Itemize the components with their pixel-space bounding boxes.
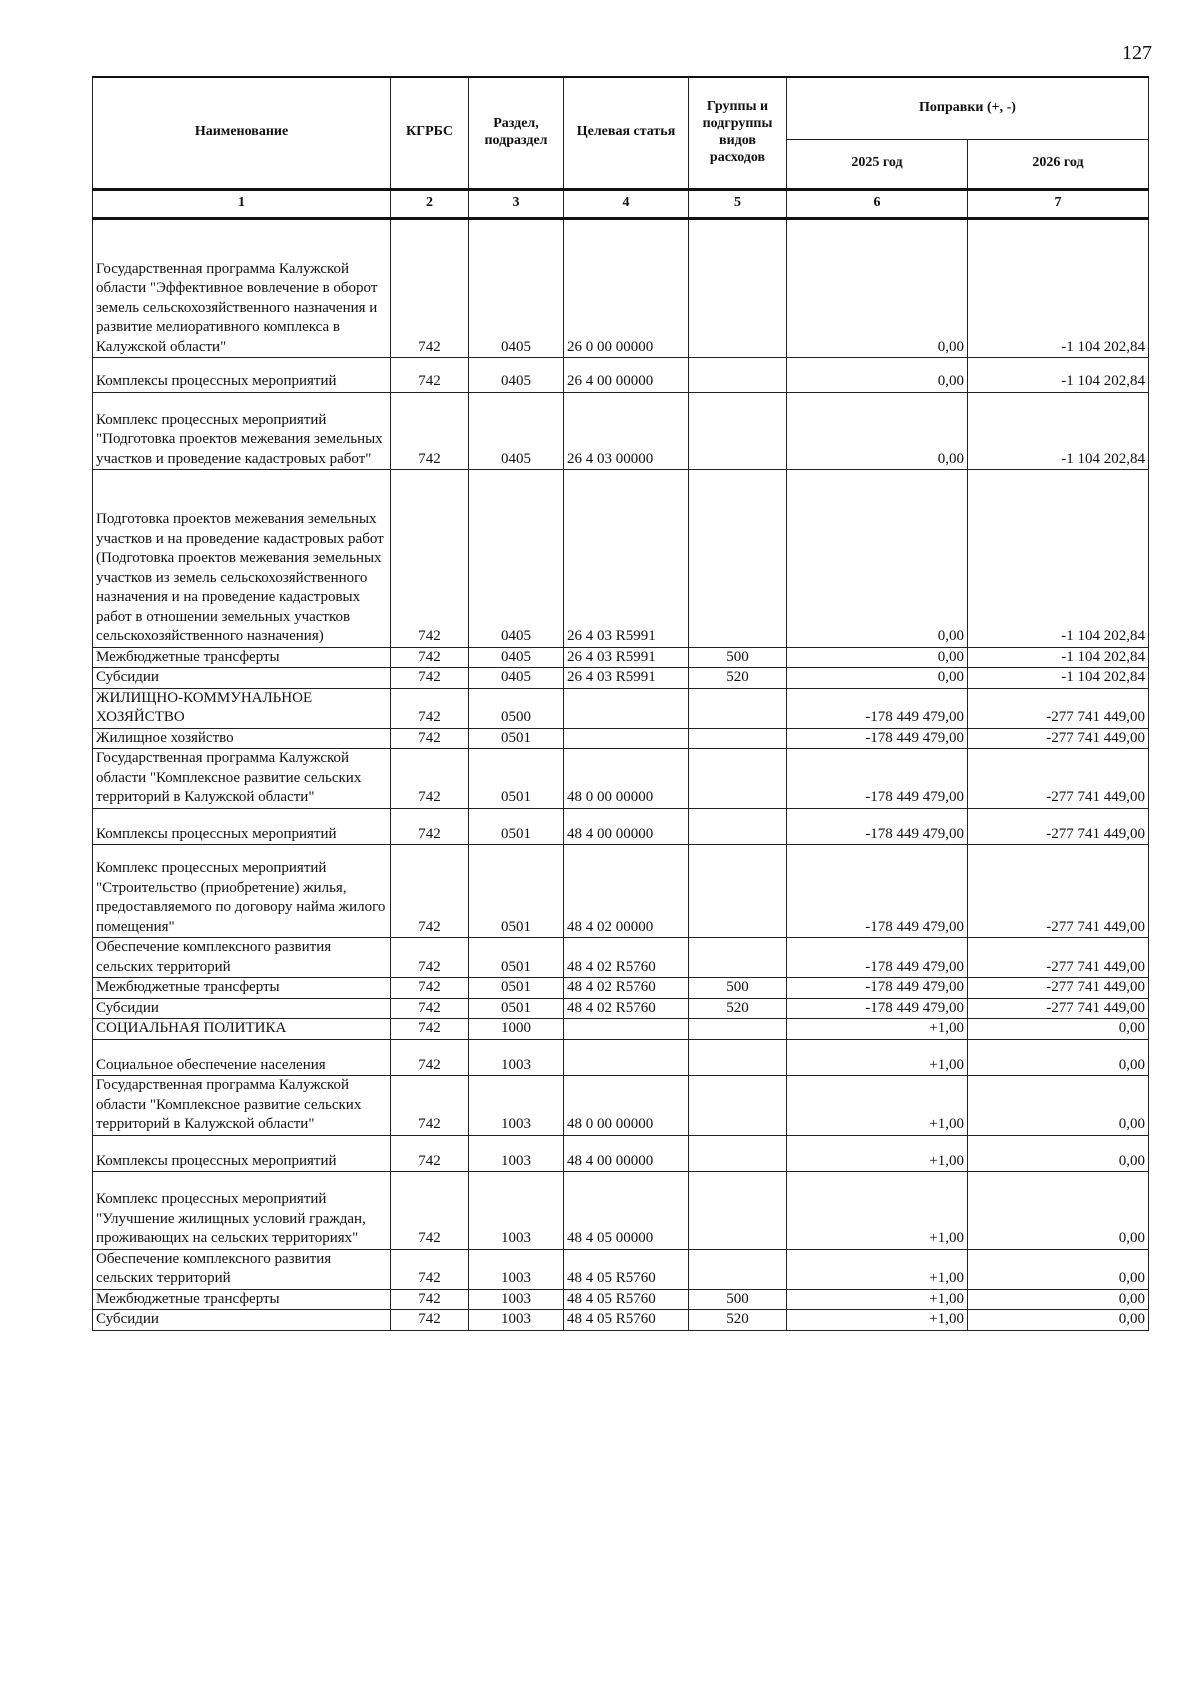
table-row [93, 218, 1149, 358]
row-name: Межбюджетные трансферты [93, 647, 391, 668]
row-amendment-2025: -178 449 479,00 [787, 808, 968, 845]
row-article: 26 4 00 00000 [564, 358, 689, 393]
row-kgrbs: 742 [391, 1135, 469, 1172]
row-kgrbs: 742 [391, 978, 469, 999]
row-section: 0405 [469, 358, 564, 393]
row-section: 0405 [469, 647, 564, 668]
row-article [564, 688, 689, 728]
row-amendment-2026: -1 104 202,84 [968, 358, 1149, 393]
row-amendment-2025: -178 449 479,00 [787, 938, 968, 978]
header-amendments: Поправки (+, -) [787, 77, 1149, 139]
row-kgrbs: 742 [391, 1076, 469, 1136]
row-group [689, 470, 787, 648]
row-amendment-2025: +1,00 [787, 1310, 968, 1331]
row-group: 520 [689, 998, 787, 1019]
row-article [564, 728, 689, 749]
row-article: 26 4 03 R5991 [564, 647, 689, 668]
table-row [93, 938, 1149, 978]
row-kgrbs: 742 [391, 808, 469, 845]
row-amendment-2025: 0,00 [787, 647, 968, 668]
row-amendment-2025: 0,00 [787, 392, 968, 470]
row-amendment-2026: -1 104 202,84 [968, 470, 1149, 648]
row-amendment-2025: 0,00 [787, 218, 968, 358]
column-number: 4 [564, 189, 689, 218]
row-article: 48 4 00 00000 [564, 1135, 689, 1172]
row-group [689, 1249, 787, 1289]
table-row [93, 647, 1149, 668]
row-kgrbs: 742 [391, 998, 469, 1019]
row-article: 48 0 00 00000 [564, 1076, 689, 1136]
table-row [93, 688, 1149, 728]
row-section: 0501 [469, 938, 564, 978]
table-row [93, 1289, 1149, 1310]
row-section: 0500 [469, 688, 564, 728]
row-article: 48 4 02 00000 [564, 845, 689, 938]
row-group: 520 [689, 1310, 787, 1331]
row-section: 1003 [469, 1310, 564, 1331]
row-kgrbs: 742 [391, 845, 469, 938]
column-number: 1 [93, 189, 391, 218]
row-amendment-2026: -277 741 449,00 [968, 938, 1149, 978]
row-group [689, 1172, 787, 1250]
row-group [689, 392, 787, 470]
row-group [689, 1076, 787, 1136]
row-section: 1003 [469, 1135, 564, 1172]
row-amendment-2025: -178 449 479,00 [787, 749, 968, 809]
row-article: 48 4 05 R5760 [564, 1310, 689, 1331]
row-amendment-2025: 0,00 [787, 470, 968, 648]
row-kgrbs: 742 [391, 392, 469, 470]
row-name: Субсидии [93, 1310, 391, 1331]
row-amendment-2025: +1,00 [787, 1172, 968, 1250]
row-group [689, 1135, 787, 1172]
row-amendment-2025: -178 449 479,00 [787, 688, 968, 728]
row-kgrbs: 742 [391, 1310, 469, 1331]
column-number: 6 [787, 189, 968, 218]
header-year-2025: 2025 год [787, 139, 968, 189]
row-amendment-2026: -277 741 449,00 [968, 688, 1149, 728]
table-row [93, 749, 1149, 809]
table-row [93, 1310, 1149, 1331]
row-kgrbs: 742 [391, 728, 469, 749]
row-section: 0501 [469, 845, 564, 938]
row-name: Комплексы процессных мероприятий [93, 1135, 391, 1172]
row-kgrbs: 742 [391, 358, 469, 393]
row-name: Комплекс процессных мероприятий "Строительство (приобретение) жилья, предоставляемого по договору найма жилого помещения" [93, 845, 391, 938]
row-amendment-2026: 0,00 [968, 1019, 1149, 1040]
row-article: 48 4 02 R5760 [564, 938, 689, 978]
row-section: 0501 [469, 749, 564, 809]
row-amendment-2025: 0,00 [787, 358, 968, 393]
row-group [689, 1039, 787, 1076]
header-section: Раздел, подраздел [469, 77, 564, 189]
row-group: 500 [689, 1289, 787, 1310]
row-kgrbs: 742 [391, 647, 469, 668]
table-row [93, 1019, 1149, 1040]
column-number: 7 [968, 189, 1149, 218]
row-amendment-2026: -1 104 202,84 [968, 218, 1149, 358]
row-amendment-2026: -277 741 449,00 [968, 749, 1149, 809]
header-name: Наименование [93, 77, 391, 189]
table-body [93, 218, 1149, 1330]
row-kgrbs: 742 [391, 668, 469, 689]
column-number: 2 [391, 189, 469, 218]
row-section: 0501 [469, 978, 564, 999]
header-groups: Группы и подгруппы видов расходов [689, 77, 787, 189]
row-article [564, 1019, 689, 1040]
row-article: 26 4 03 R5991 [564, 668, 689, 689]
row-amendment-2025: +1,00 [787, 1076, 968, 1136]
table-row [93, 1249, 1149, 1289]
row-amendment-2026: 0,00 [968, 1249, 1149, 1289]
row-amendment-2025: +1,00 [787, 1019, 968, 1040]
row-kgrbs: 742 [391, 1039, 469, 1076]
row-article: 26 4 03 00000 [564, 392, 689, 470]
row-group: 500 [689, 978, 787, 999]
row-amendment-2026: 0,00 [968, 1172, 1149, 1250]
row-name: ЖИЛИЩНО-КОММУНАЛЬНОЕ ХОЗЯЙСТВО [93, 688, 391, 728]
header-kgrbs: КГРБС [391, 77, 469, 189]
row-section: 0501 [469, 808, 564, 845]
row-group [689, 808, 787, 845]
row-amendment-2025: +1,00 [787, 1289, 968, 1310]
row-name: Межбюджетные трансферты [93, 978, 391, 999]
row-article: 48 4 02 R5760 [564, 998, 689, 1019]
row-amendment-2026: 0,00 [968, 1135, 1149, 1172]
row-article: 48 4 05 00000 [564, 1172, 689, 1250]
row-group [689, 728, 787, 749]
row-amendment-2026: 0,00 [968, 1289, 1149, 1310]
table-row [93, 845, 1149, 938]
row-amendment-2025: 0,00 [787, 668, 968, 689]
row-name: Комплексы процессных мероприятий [93, 358, 391, 393]
row-name: Жилищное хозяйство [93, 728, 391, 749]
row-group [689, 218, 787, 358]
row-kgrbs: 742 [391, 1172, 469, 1250]
row-section: 0501 [469, 998, 564, 1019]
row-group: 500 [689, 647, 787, 668]
row-name: Подготовка проектов межевания земельных участков и на проведение кадастровых работ (Подготовка проектов межевания земельных участков из земель сельскохозяйственного назначения и на проведение кадастровых работ в отношении земельных участков сельскохозяйственного назначения) [93, 470, 391, 648]
row-article: 48 4 05 R5760 [564, 1249, 689, 1289]
column-number: 5 [689, 189, 787, 218]
row-amendment-2025: -178 449 479,00 [787, 978, 968, 999]
row-name: Государственная программа Калужской области "Комплексное развитие сельских территорий в Калужской области" [93, 1076, 391, 1136]
row-kgrbs: 742 [391, 688, 469, 728]
budget-amendments-table [92, 76, 1149, 1331]
row-amendment-2026: -277 741 449,00 [968, 808, 1149, 845]
row-name: СОЦИАЛЬНАЯ ПОЛИТИКА [93, 1019, 391, 1040]
row-kgrbs: 742 [391, 938, 469, 978]
row-section: 0405 [469, 392, 564, 470]
table-row [93, 470, 1149, 648]
row-article: 48 4 05 R5760 [564, 1289, 689, 1310]
header-article: Целевая статья [564, 77, 689, 189]
row-section: 1003 [469, 1249, 564, 1289]
row-group [689, 749, 787, 809]
table-row [93, 808, 1149, 845]
header-year-2026: 2026 год [968, 139, 1149, 189]
page-number: 127 [1122, 42, 1152, 64]
row-section: 1000 [469, 1019, 564, 1040]
row-amendment-2026: 0,00 [968, 1310, 1149, 1331]
row-amendment-2026: -277 741 449,00 [968, 728, 1149, 749]
row-amendment-2025: -178 449 479,00 [787, 845, 968, 938]
row-amendment-2026: 0,00 [968, 1039, 1149, 1076]
table-row [93, 1076, 1149, 1136]
row-article: 48 4 02 R5760 [564, 978, 689, 999]
table-row [93, 358, 1149, 393]
row-article: 48 0 00 00000 [564, 749, 689, 809]
table-row [93, 668, 1149, 689]
row-name: Комплексы процессных мероприятий [93, 808, 391, 845]
row-section: 0405 [469, 218, 564, 358]
row-article: 48 4 00 00000 [564, 808, 689, 845]
row-group [689, 358, 787, 393]
row-amendment-2025: +1,00 [787, 1249, 968, 1289]
row-amendment-2025: +1,00 [787, 1039, 968, 1076]
row-section: 0405 [469, 668, 564, 689]
row-name: Социальное обеспечение населения [93, 1039, 391, 1076]
row-section: 1003 [469, 1172, 564, 1250]
row-name: Субсидии [93, 998, 391, 1019]
row-name: Межбюджетные трансферты [93, 1289, 391, 1310]
row-amendment-2026: -277 741 449,00 [968, 845, 1149, 938]
table-row [93, 978, 1149, 999]
row-kgrbs: 742 [391, 749, 469, 809]
row-name: Обеспечение комплексного развития сельских территорий [93, 938, 391, 978]
row-group [689, 1019, 787, 1040]
row-section: 0405 [469, 470, 564, 648]
table-row [93, 728, 1149, 749]
table-header [93, 77, 1149, 218]
row-kgrbs: 742 [391, 1289, 469, 1310]
row-group [689, 938, 787, 978]
row-section: 0501 [469, 728, 564, 749]
row-kgrbs: 742 [391, 218, 469, 358]
row-group [689, 845, 787, 938]
row-amendment-2026: -1 104 202,84 [968, 392, 1149, 470]
row-amendment-2026: 0,00 [968, 1076, 1149, 1136]
row-name: Государственная программа Калужской области "Комплексное развитие сельских территорий в Калужской области" [93, 749, 391, 809]
row-kgrbs: 742 [391, 1019, 469, 1040]
row-name: Комплекс процессных мероприятий "Подготовка проектов межевания земельных участков и проведение кадастровых работ" [93, 392, 391, 470]
row-amendment-2025: -178 449 479,00 [787, 728, 968, 749]
row-kgrbs: 742 [391, 470, 469, 648]
table-row [93, 1135, 1149, 1172]
row-name: Обеспечение комплексного развития сельских территорий [93, 1249, 391, 1289]
row-kgrbs: 742 [391, 1249, 469, 1289]
row-amendment-2026: -1 104 202,84 [968, 668, 1149, 689]
row-amendment-2025: -178 449 479,00 [787, 998, 968, 1019]
row-section: 1003 [469, 1039, 564, 1076]
table-row [93, 1039, 1149, 1076]
row-amendment-2026: -1 104 202,84 [968, 647, 1149, 668]
row-article: 26 4 03 R5991 [564, 470, 689, 648]
row-section: 1003 [469, 1076, 564, 1136]
row-name: Субсидии [93, 668, 391, 689]
column-number: 3 [469, 189, 564, 218]
row-amendment-2026: -277 741 449,00 [968, 978, 1149, 999]
table-row [93, 392, 1149, 470]
table-row [93, 1172, 1149, 1250]
row-group [689, 688, 787, 728]
table-row [93, 998, 1149, 1019]
row-name: Комплекс процессных мероприятий "Улучшение жилищных условий граждан, проживающих на сельских территориях" [93, 1172, 391, 1250]
row-section: 1003 [469, 1289, 564, 1310]
row-article: 26 0 00 00000 [564, 218, 689, 358]
row-amendment-2025: +1,00 [787, 1135, 968, 1172]
row-article [564, 1039, 689, 1076]
row-name: Государственная программа Калужской области "Эффективное вовлечение в оборот земель сельскохозяйственного назначения и развитие мелиоративного комплекса в Калужской области" [93, 218, 391, 358]
row-group: 520 [689, 668, 787, 689]
row-amendment-2026: -277 741 449,00 [968, 998, 1149, 1019]
